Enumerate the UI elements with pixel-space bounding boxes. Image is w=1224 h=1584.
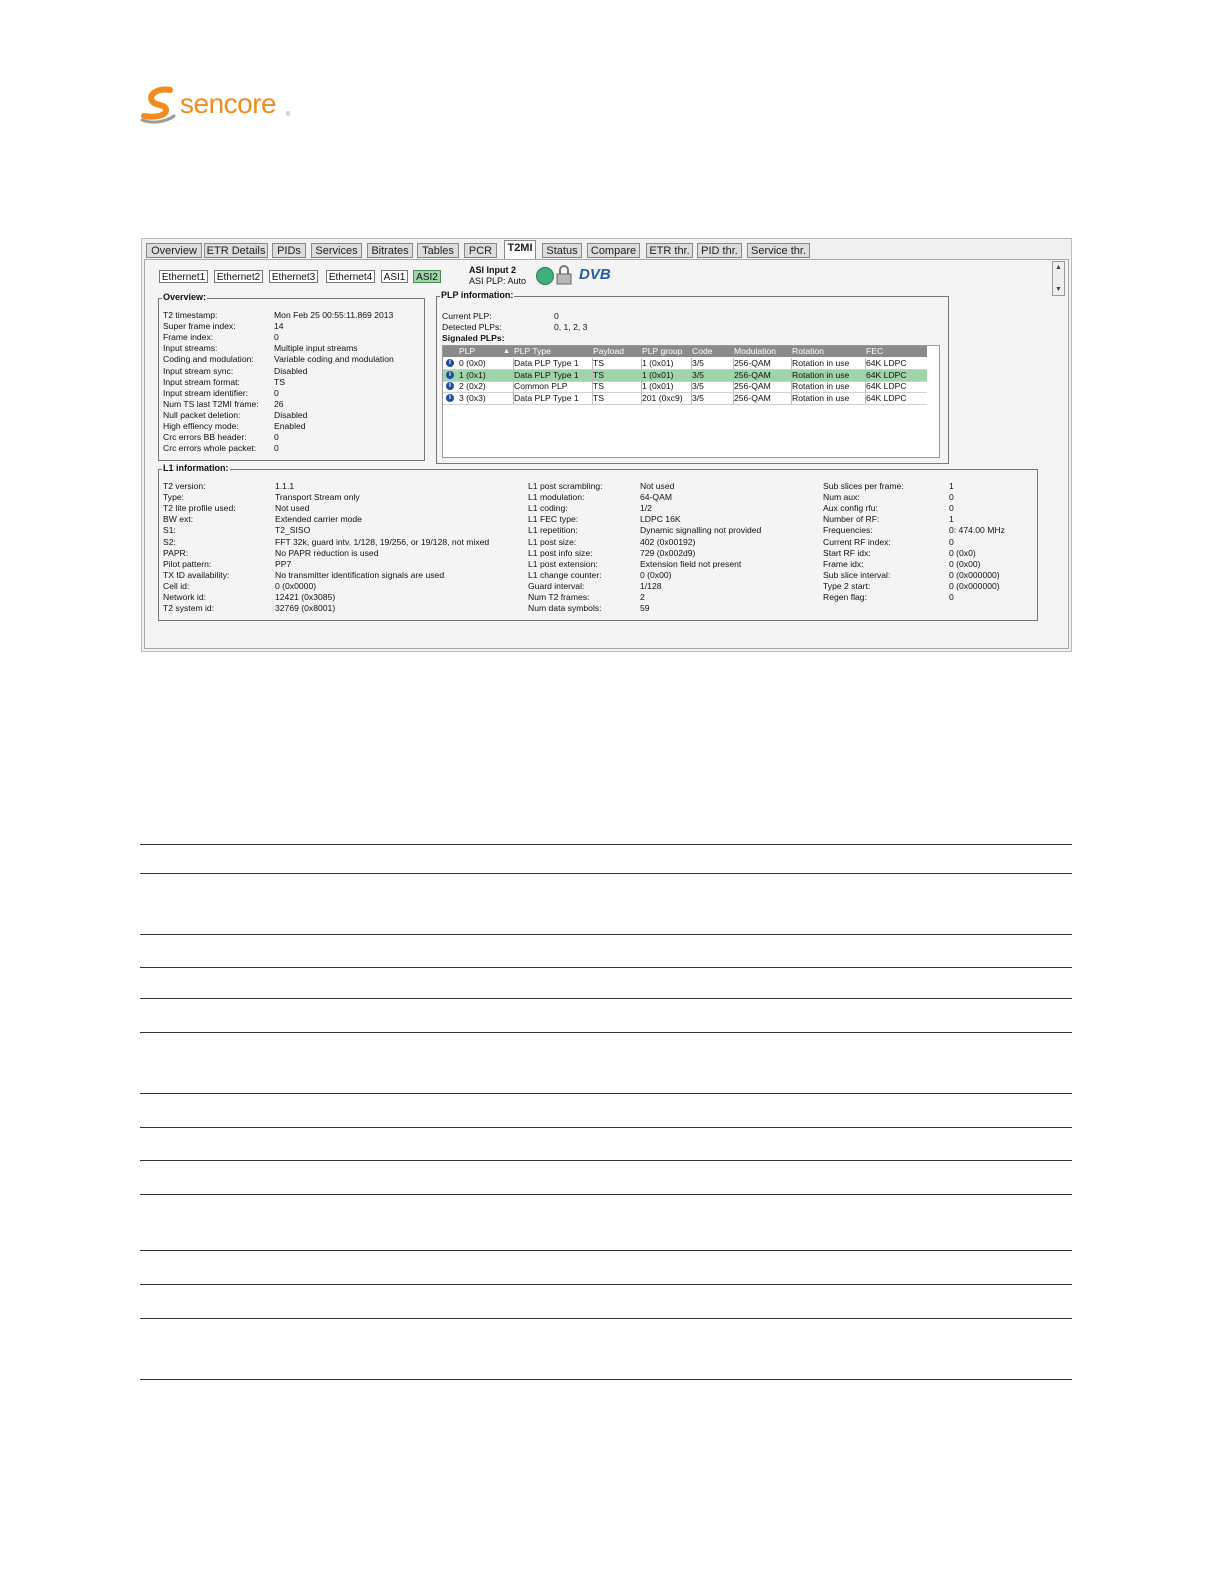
column-header-modulation[interactable]: Modulation [734, 346, 777, 356]
l1-post-field-label: L1 FEC type: [528, 514, 579, 525]
l1-field-label: Type: [163, 492, 185, 503]
l1-rf-field-value: 0 [949, 592, 954, 602]
column-divider [733, 381, 734, 392]
l1-field-value: 0 (0x0000) [275, 580, 317, 591]
plp-information-group [436, 290, 949, 464]
current-plp-value: 0 [554, 311, 559, 321]
overview-field-label: Input stream identifier: [163, 387, 249, 398]
column-divider [641, 358, 642, 369]
overview-field-value: 0 [274, 332, 279, 343]
tab-compare[interactable]: Compare [587, 243, 640, 258]
l1-post-field-label: L1 change counter: [528, 569, 602, 580]
l1-rf-field-value: 0 [949, 492, 954, 503]
table-cell: 1 (0x01) [642, 369, 674, 380]
detected-plps-value: 0, 1, 2, 3 [554, 322, 588, 332]
column-divider [513, 358, 514, 369]
sort-ascending-icon[interactable]: ▲ [503, 348, 510, 355]
column-divider [513, 381, 514, 392]
l1-rf-field-label: Num aux: [823, 492, 860, 503]
column-header-code[interactable]: Code [692, 346, 713, 356]
l1-rf-field-value: 0 (0x00) [949, 558, 981, 569]
overview-field-value: Disabled [274, 409, 308, 420]
l1-rf-field-label: Sub slice interval: [823, 569, 891, 580]
l1-post-field-label: L1 repetition: [528, 525, 578, 536]
column-divider [513, 370, 514, 381]
column-divider [691, 358, 692, 369]
l1-post-field-value: 729 (0x002d9) [640, 547, 696, 558]
table-cell: TS [593, 369, 604, 380]
current-plp-label: Current PLP: [442, 311, 492, 321]
l1-post-field-value: Not used [640, 481, 675, 491]
registered-mark: ® [286, 112, 291, 118]
scroll-down-icon[interactable]: ▼ [1055, 286, 1062, 293]
l1-field-label: TX ID availability: [163, 569, 230, 580]
column-divider [691, 393, 692, 404]
l1-field-label: BW ext: [163, 514, 194, 525]
l1-field-value: Not used [275, 503, 310, 514]
l1-field-value: Transport Stream only [275, 492, 360, 503]
dvb-logo: DVB [579, 266, 611, 283]
overview-field-value: Disabled [274, 365, 308, 376]
table-cell: Rotation in use [792, 369, 850, 380]
l1-field-value: 12421 (0x3085) [275, 592, 336, 602]
table-cell: 1 (0x01) [642, 358, 674, 368]
column-divider [641, 381, 642, 392]
l1-post-field-value: 59 [640, 603, 650, 614]
overview-field-value: 0 [274, 387, 279, 398]
overview-field-label: Crc errors whole packet: [163, 443, 257, 454]
l1-post-field-label: Num data symbols: [528, 603, 602, 614]
column-header-payload[interactable]: Payload [593, 346, 625, 356]
l1-field-value: PP7 [275, 558, 292, 569]
l1-post-field-value: LDPC 16K [640, 514, 681, 525]
l1-field-value: No PAPR reduction is used [275, 547, 379, 558]
l1-post-field-value: 402 (0x00192) [640, 536, 696, 547]
info-icon[interactable]: i [446, 371, 454, 379]
tab-bar [144, 240, 1069, 260]
l1-rf-field-label: Frequencies: [823, 525, 873, 536]
l1-rf-field-value: 0 (0x000000) [949, 569, 1000, 580]
overview-field-value: 26 [274, 398, 284, 409]
l1-field-value: No transmitter identification signals are used [275, 569, 445, 580]
l1-field-value: 1.1.1 [275, 481, 295, 491]
l1-rf-field-value: 1 [949, 514, 954, 525]
status-indicator-icon [536, 267, 554, 285]
column-header-plp[interactable]: PLP [459, 346, 476, 356]
table-rule [140, 1379, 1072, 1380]
l1-rf-field-label: Frame idx: [823, 558, 864, 569]
input-status-title: ASI Input 2 [469, 265, 516, 275]
column-divider [691, 370, 692, 381]
table-cell: 64K LDPC [866, 358, 907, 368]
table-cell: TS [593, 392, 604, 403]
table-cell: 1 (0x1) [459, 369, 486, 380]
tab-etr-details[interactable]: ETR Details [204, 243, 268, 258]
table-cell: 64K LDPC [866, 369, 907, 380]
l1-field-label: Pilot pattern: [163, 558, 212, 569]
sencore-wordmark: sencore [180, 88, 277, 119]
l1-field-value: 32769 (0x8001) [275, 603, 336, 614]
l1-post-field-label: L1 post size: [528, 536, 577, 547]
table-cell: 3/5 [692, 358, 704, 368]
l1-field-label: T2 system id: [163, 603, 215, 614]
table-cell: TS [593, 381, 604, 391]
table-cell: 256-QAM [734, 369, 771, 380]
table-rule [140, 1318, 1072, 1319]
tab-t2mi[interactable]: T2MI [504, 240, 536, 260]
overview-field-value: 14 [274, 321, 284, 332]
input-button-ethernet2[interactable]: Ethernet2 [214, 270, 263, 283]
l1-rf-field-label: Current RF index: [823, 536, 891, 547]
table-row[interactable] [443, 370, 927, 382]
table-rule [140, 844, 1072, 845]
tab-status[interactable]: Status [542, 243, 582, 258]
l1-post-field-label: Num T2 frames: [528, 592, 590, 602]
l1-post-field-value: 1/128 [640, 580, 662, 591]
t2mi-screenshot [141, 238, 1072, 652]
l1-information-title: L1 information: [163, 463, 229, 473]
vertical-scrollbar[interactable] [1052, 261, 1065, 296]
overview-field-value: Enabled [274, 421, 306, 431]
overview-field-label: Num TS last T2MI frame: [163, 398, 259, 409]
table-rule [140, 1127, 1072, 1128]
table-cell: 3/5 [692, 381, 704, 391]
column-header-fec[interactable]: FEC [866, 346, 884, 356]
table-rule [140, 1093, 1072, 1094]
l1-post-field-label: L1 coding: [528, 503, 568, 514]
info-icon[interactable]: i [446, 382, 454, 390]
table-rule [140, 967, 1072, 968]
l1-field-label: T2 version: [163, 481, 206, 491]
table-cell: 2 (0x2) [459, 381, 486, 391]
table-rule [140, 1194, 1072, 1195]
input-button-ethernet3[interactable]: Ethernet3 [269, 270, 318, 283]
table-row[interactable] [443, 358, 927, 370]
l1-rf-field-value: 0 [949, 536, 954, 547]
overview-field-label: Coding and modulation: [163, 354, 254, 365]
plp-information-title: PLP information: [441, 290, 514, 300]
l1-rf-field-value: 0 (0x0) [949, 547, 976, 558]
table-rule [140, 1032, 1072, 1033]
l1-rf-field-label: Sub slices per frame: [823, 481, 904, 491]
table-cell: Data PLP Type 1 [514, 392, 579, 403]
table-cell: 201 (0xc9) [642, 392, 683, 403]
column-header-plp-type[interactable]: PLP Type [514, 346, 551, 356]
table-rule [140, 1284, 1072, 1285]
sencore-logo-mark [140, 86, 180, 126]
tab-pid-thr[interactable]: PID thr. [697, 243, 742, 258]
column-divider [513, 393, 514, 404]
tab-tables[interactable]: Tables [417, 243, 459, 258]
table-cell: Data PLP Type 1 [514, 358, 579, 368]
table-header [443, 346, 927, 357]
signaled-plps-label: Signaled PLPs: [442, 333, 505, 343]
input-button-asi1[interactable]: ASI1 [381, 270, 408, 283]
tab-overview[interactable]: Overview [146, 243, 202, 258]
table-cell: Rotation in use [792, 381, 850, 391]
table-cell: Rotation in use [792, 392, 850, 403]
l1-rf-field-label: Start RF idx: [823, 547, 871, 558]
table-rule [140, 998, 1072, 999]
column-divider [791, 393, 792, 404]
table-cell: 64K LDPC [866, 392, 907, 403]
column-divider [791, 370, 792, 381]
l1-field-label: Cell id: [163, 580, 190, 591]
overview-field-label: T2 timestamp: [163, 310, 218, 320]
table-cell: 256-QAM [734, 381, 771, 391]
column-divider [865, 393, 866, 404]
info-icon[interactable]: i [446, 359, 454, 367]
overview-field-label: Input stream sync: [163, 365, 234, 376]
overview-field-value: 0 [274, 432, 279, 443]
tab-services[interactable]: Services [311, 243, 362, 258]
overview-field-value: TS [274, 376, 285, 387]
sencore-logo [140, 86, 300, 126]
l1-rf-field-label: Type 2 start: [823, 580, 871, 591]
table-cell: Common PLP [514, 381, 568, 391]
column-divider [733, 393, 734, 404]
l1-field-value: Extended carrier mode [275, 514, 362, 525]
overview-field-label: Input stream format: [163, 376, 240, 387]
overview-field-label: Super frame index: [163, 321, 236, 332]
l1-rf-field-value: 0: 474.00 MHz [949, 525, 1005, 536]
l1-post-field-value: 64-QAM [640, 492, 672, 503]
tab-pids[interactable]: PIDs [272, 243, 306, 258]
table-rule [140, 1250, 1072, 1251]
l1-rf-field-label: Number of RF: [823, 514, 880, 525]
column-divider [791, 358, 792, 369]
table-cell: Data PLP Type 1 [514, 369, 579, 380]
column-divider [791, 381, 792, 392]
l1-rf-field-label: Aux config rfu: [823, 503, 878, 514]
l1-post-field-label: L1 post info size: [528, 547, 593, 558]
column-divider [641, 370, 642, 381]
table-row[interactable] [443, 381, 927, 393]
l1-information-group [158, 463, 1038, 621]
l1-field-value: T2_SISO [275, 525, 311, 536]
overview-field-label: Input streams: [163, 343, 218, 354]
l1-post-field-label: L1 post scrambling: [528, 481, 603, 491]
scroll-up-icon[interactable]: ▲ [1055, 264, 1062, 271]
l1-post-field-label: L1 modulation: [528, 492, 585, 503]
l1-field-label: PAPR: [163, 547, 189, 558]
tab-pcr[interactable]: PCR [464, 243, 497, 258]
overview-field-label: Crc errors BB header: [163, 432, 247, 443]
l1-rf-field-label: Regen flag: [823, 592, 867, 602]
overview-field-value: Multiple input streams [274, 343, 358, 354]
column-divider [691, 381, 692, 392]
info-icon[interactable]: i [446, 394, 454, 402]
l1-field-label: T2 lite profile used: [163, 503, 236, 514]
input-button-ethernet1[interactable]: Ethernet1 [159, 270, 208, 283]
l1-post-field-label: L1 post extension: [528, 558, 598, 569]
l1-post-field-value: 1/2 [640, 503, 652, 514]
tab-etr-thr[interactable]: ETR thr. [646, 243, 693, 258]
l1-post-field-value: Dynamic signalling not provided [640, 525, 762, 536]
input-button-asi2[interactable]: ASI2 [413, 270, 441, 283]
tab-bitrates[interactable]: Bitrates [367, 243, 413, 258]
column-divider [592, 358, 593, 369]
overview-field-value: Mon Feb 25 00:55:11.869 2013 [274, 310, 394, 320]
column-divider [592, 381, 593, 392]
tab-service-thr[interactable]: Service thr. [747, 243, 810, 258]
table-cell: 64K LDPC [866, 381, 907, 391]
column-header-plp-group[interactable]: PLP group [642, 346, 683, 356]
column-header-rotation[interactable]: Rotation [792, 346, 825, 356]
table-cell: 0 (0x0) [459, 358, 486, 368]
detected-plps-label: Detected PLPs: [442, 322, 502, 332]
column-divider [865, 370, 866, 381]
table-row[interactable] [443, 393, 927, 405]
column-divider [733, 358, 734, 369]
table-cell: 3/5 [692, 369, 704, 380]
lock-icon [555, 265, 573, 285]
table-cell: Rotation in use [792, 358, 850, 368]
l1-rf-field-value: 0 [949, 503, 954, 514]
l1-field-label: S1: [163, 525, 176, 536]
overview-field-value: Variable coding and modulation [274, 354, 394, 365]
column-divider [592, 370, 593, 381]
overview-field-label: Frame index: [163, 332, 214, 343]
table-cell: 256-QAM [734, 392, 771, 403]
table-cell: 1 (0x01) [642, 381, 674, 391]
l1-post-field-value: 2 [640, 592, 645, 602]
column-divider [865, 358, 866, 369]
table-rule [140, 1160, 1072, 1161]
l1-post-field-value: Extension field not present [640, 558, 742, 569]
column-divider [733, 370, 734, 381]
t2mi-panel [144, 259, 1069, 649]
l1-post-field-label: Guard interval: [528, 580, 585, 591]
table-cell: TS [593, 358, 604, 368]
l1-post-field-value: 0 (0x00) [640, 569, 672, 580]
input-button-ethernet4[interactable]: Ethernet4 [326, 270, 375, 283]
input-status-subtitle: ASI PLP: Auto [469, 276, 527, 286]
overview-group [158, 292, 425, 461]
table-cell: 3 (0x3) [459, 392, 486, 403]
overview-field-label: High effiency mode: [163, 421, 239, 431]
column-divider [641, 393, 642, 404]
overview-field-label: Null packet deletion: [163, 409, 241, 420]
l1-field-value: FFT 32k, guard intv. 1/128, 19/256, or 19/128, not mixed [275, 536, 490, 547]
column-divider [592, 393, 593, 404]
table-rule [140, 873, 1072, 874]
overview-title: Overview: [163, 292, 207, 302]
l1-field-label: S2: [163, 536, 176, 547]
table-cell: 256-QAM [734, 358, 771, 368]
signaled-plps-table [442, 345, 940, 458]
table-rule [140, 934, 1072, 935]
l1-rf-field-value: 1 [949, 481, 954, 491]
table-cell: 3/5 [692, 392, 704, 403]
column-divider [865, 381, 866, 392]
l1-rf-field-value: 0 (0x000000) [949, 580, 1000, 591]
overview-field-value: 0 [274, 443, 279, 454]
l1-field-label: Network id: [163, 592, 206, 602]
